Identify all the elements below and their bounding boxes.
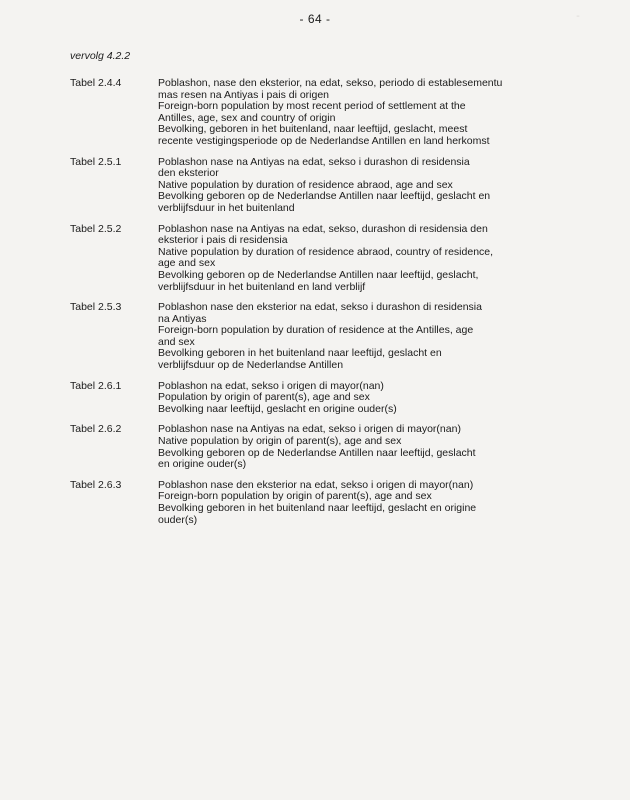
description-line: Poblashon nase na Antiyas na edat, sekso i durashon di residensia: [158, 155, 470, 168]
page-number: - 64 -: [299, 12, 331, 26]
description-line: Bevolking geboren in het buitenland naar leeftijd, geslacht en: [158, 347, 442, 360]
description-line: en origine ouder(s): [158, 458, 247, 471]
table-entry: [70, 424, 590, 470]
description-line: Foreign-born population by duration of residence at the Antilles, age: [158, 324, 474, 337]
table-description: [158, 157, 590, 215]
description-line: Poblashon nase den eksterior na edat, sekso i durashon di residensia: [158, 301, 482, 314]
description-line: Native population by origin of parent(s), age and sex: [158, 435, 402, 448]
table-code: Tabel 2.5.2: [70, 222, 122, 235]
table-code: Tabel 2.5.3: [70, 301, 122, 314]
table-code: Tabel 2.5.1: [70, 155, 122, 168]
description-line: Poblashon, nase den eksterior, na edat, sekso, periodo di establesementu: [158, 77, 503, 89]
description-line: ouder(s): [158, 513, 198, 526]
description-line: Foreign-born population by most recent period of settlement at the: [158, 100, 466, 113]
description-line: and sex: [158, 335, 195, 348]
description-line: Bevolking, geboren in het buitenland, naar leeftijd, geslacht, meest: [158, 123, 468, 136]
description-line: mas resen na Antiyas i pais di origen: [158, 88, 330, 101]
description-line: Antilles, age, sex and country of origin: [158, 111, 336, 124]
section-subtitle: vervolg 4.2.2: [70, 50, 131, 62]
table-description: [158, 78, 590, 148]
description-line: verblijfsduur in het buitenland: [158, 201, 295, 214]
description-line: na Antiyas: [158, 312, 207, 325]
description-line: Poblashon nase na Antiyas na edat, sekso, durashon di residensia den: [158, 222, 488, 235]
description-line: den eksterior: [158, 167, 219, 180]
table-description: [158, 302, 590, 372]
description-line: recente vestigingsperiode op de Nederlandse Antillen en land herkomst: [158, 134, 490, 147]
description-line: Bevolking geboren op de Nederlandse Antillen naar leeftijd, geslacht,: [158, 268, 479, 281]
description-line: Foreign-born population by origin of parent(s), age and sex: [158, 490, 432, 503]
table-code: Tabel 2.6.3: [70, 478, 122, 491]
description-line: Poblashon nase den eksterior na edat, sekso i origen di mayor(nan): [158, 478, 474, 491]
table-description: [158, 224, 590, 294]
table-code: Tabel 2.4.4: [70, 77, 122, 89]
table-code: Tabel 2.6.2: [70, 423, 122, 436]
table-entry: [70, 302, 590, 372]
description-line: Native population by duration of residence abraod, age and sex: [158, 178, 453, 191]
table-entry: [70, 480, 590, 526]
table-entry: [70, 224, 590, 294]
table-entry: [70, 381, 590, 416]
table-description: [158, 480, 590, 526]
description-line: Poblashon na edat, sekso i origen di mayor(nan): [158, 379, 384, 392]
show-through-background: -: [575, 12, 582, 23]
description-line: Population by origin of parent(s), age and sex: [158, 391, 370, 404]
table-entry: [70, 78, 590, 148]
description-line: Native population by duration of residence abraod, country of residence,: [158, 245, 494, 258]
description-line: verblijfsduur op de Nederlandse Antillen: [158, 359, 344, 372]
table-code: Tabel 2.6.1: [70, 379, 122, 392]
description-line: Poblashon nase na Antiyas na edat, sekso i origen di mayor(nan): [158, 423, 461, 436]
description-line: eksterior i pais di residensia: [158, 234, 288, 247]
description-line: Bevolking geboren op de Nederlandse Antillen naar leeftijd, geslacht en: [158, 190, 491, 203]
table-description: [158, 424, 590, 470]
description-line: Bevolking geboren in het buitenland naar leeftijd, geslacht en origine: [158, 502, 477, 514]
description-line: Bevolking geboren op de Nederlandse Antillen naar leeftijd, geslacht: [158, 446, 476, 459]
description-line: verblijfsduur in het buitenland en land verblijf: [158, 280, 366, 293]
table-entry: [70, 157, 590, 215]
table-description: [158, 381, 590, 416]
description-line: Bevolking naar leeftijd, geslacht en origine ouder(s): [158, 402, 397, 415]
table-list: [70, 78, 590, 535]
description-line: age and sex: [158, 257, 216, 270]
